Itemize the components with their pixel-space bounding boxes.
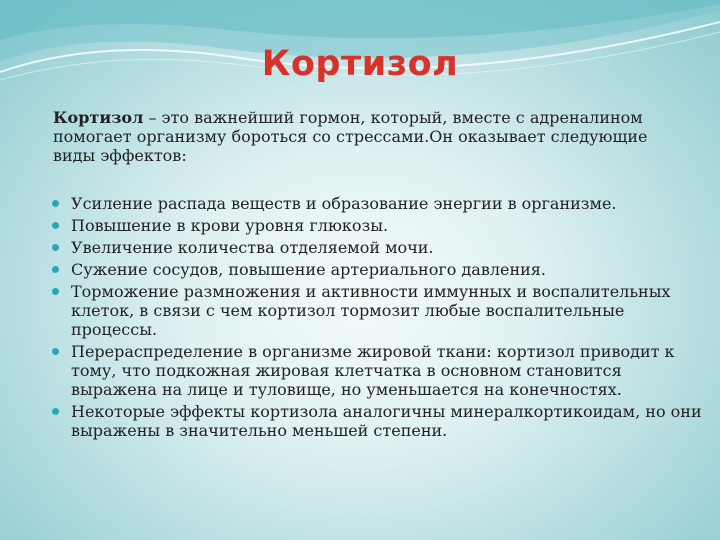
list-item-text: Перераспределение в организме жировой ткани: кортизол приводит к тому, что подкожная жировая клетчатка в основном становится выражена на лице и туловище, но уменьшается на конечностях. <box>71 342 675 399</box>
list-item <box>52 238 702 257</box>
bullet-icon <box>52 288 59 295</box>
list-item <box>52 342 702 399</box>
list-item <box>52 282 702 339</box>
bullet-icon <box>52 244 59 251</box>
list-item <box>52 402 702 440</box>
list-item <box>52 216 702 235</box>
list-item-text: Усиление распада веществ и образование энергии в организме. <box>71 194 617 213</box>
bullet-icon <box>52 408 59 415</box>
list-item-text: Повышение в крови уровня глюкозы. <box>71 216 389 235</box>
bullet-icon <box>52 266 59 273</box>
list-item-text: Некоторые эффекты кортизола аналогичны минералкортикоидам, но они выражены в значительно меньшей степени. <box>71 402 702 440</box>
list-item-text: Торможение размножения и активности иммунных и воспалительных клеток, в связи с чем кортизол тормозит любые воспалительные процессы. <box>71 282 671 339</box>
intro-text: – это важнейший гормон, который, вместе с адреналином помогает организму бороться со стрессами.Он оказывает следующие виды эффектов: <box>53 108 648 165</box>
bullet-icon <box>52 222 59 229</box>
effects-list <box>52 194 702 443</box>
slide-title: Кортизол <box>261 44 459 84</box>
bullet-icon <box>52 200 59 207</box>
list-item <box>52 260 702 279</box>
intro-term: Кортизол <box>53 108 144 127</box>
bullet-icon <box>52 348 59 355</box>
intro-paragraph <box>53 108 693 165</box>
list-item-text: Сужение сосудов, повышение артериального давления. <box>71 260 546 279</box>
list-item <box>52 194 702 213</box>
list-item-text: Увеличение количества отделяемой мочи. <box>71 238 434 257</box>
